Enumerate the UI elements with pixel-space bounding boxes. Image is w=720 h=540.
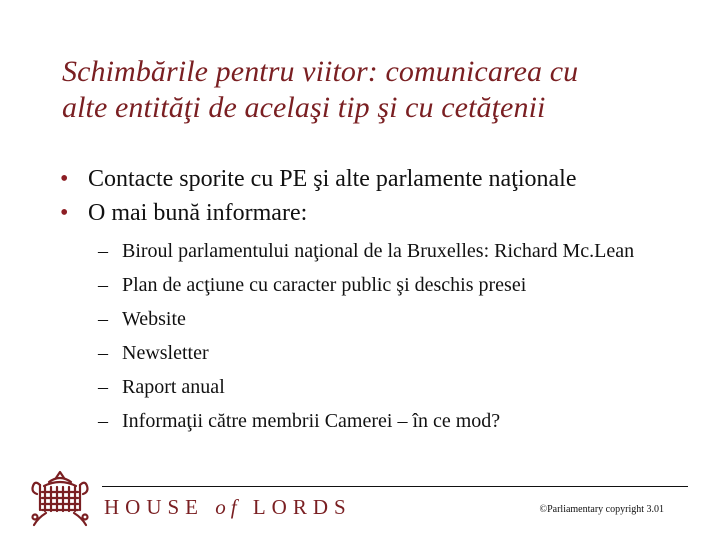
bullet-marker-icon: •: [60, 200, 69, 226]
title-line: alte entităţi de acelaşi tip şi cu cetăţenii: [62, 91, 546, 124]
bullet-text: O mai bună informare:: [88, 200, 308, 226]
bullet-text: Contacte sporite cu PE şi alte parlamente naţionale: [88, 166, 577, 192]
dash-marker-icon: –: [98, 308, 108, 330]
sub-bullet-list: [98, 236, 710, 436]
sub-bullet-item: [98, 236, 710, 266]
sub-bullet-item: [98, 406, 710, 436]
sub-bullet-item: [98, 270, 710, 300]
brand-of: of: [215, 495, 242, 519]
title-line: Schimbările pentru viitor: comunicarea cu: [62, 55, 579, 88]
sub-bullet-item: [98, 304, 710, 334]
dash-marker-icon: –: [98, 274, 108, 296]
sub-bullet-text: Website: [122, 308, 186, 330]
sub-bullet-item: [98, 338, 710, 368]
slide-title: [62, 54, 702, 126]
house-of-lords-portcullis-icon: [31, 470, 89, 528]
sub-bullet-text: Plan de acţiune cu caracter public şi deschis presei: [122, 274, 527, 296]
bullet-list: [60, 162, 710, 440]
brand-lords: LORDS: [252, 495, 352, 519]
sub-bullet-item: [98, 372, 710, 402]
dash-marker-icon: –: [98, 376, 108, 398]
sub-bullet-text: Raport anual: [122, 376, 225, 398]
footer-divider: [102, 486, 688, 487]
dash-marker-icon: –: [98, 342, 108, 364]
brand-house: HOUSE: [104, 495, 205, 519]
brand-wordmark: [104, 495, 352, 520]
bullet-marker-icon: •: [60, 166, 69, 192]
dash-marker-icon: –: [98, 410, 108, 432]
bullet-item: [60, 162, 710, 196]
bullet-item: [60, 196, 710, 230]
copyright-note: ©Parliamentary copyright 3.01: [539, 504, 664, 515]
sub-bullet-text: Biroul parlamentului naţional de la Bruxelles: Richard Mc.Lean: [122, 240, 635, 262]
dash-marker-icon: –: [98, 240, 108, 262]
sub-bullet-text: Informaţii către membrii Camerei – în ce mod?: [122, 410, 501, 432]
sub-bullet-text: Newsletter: [122, 342, 209, 364]
